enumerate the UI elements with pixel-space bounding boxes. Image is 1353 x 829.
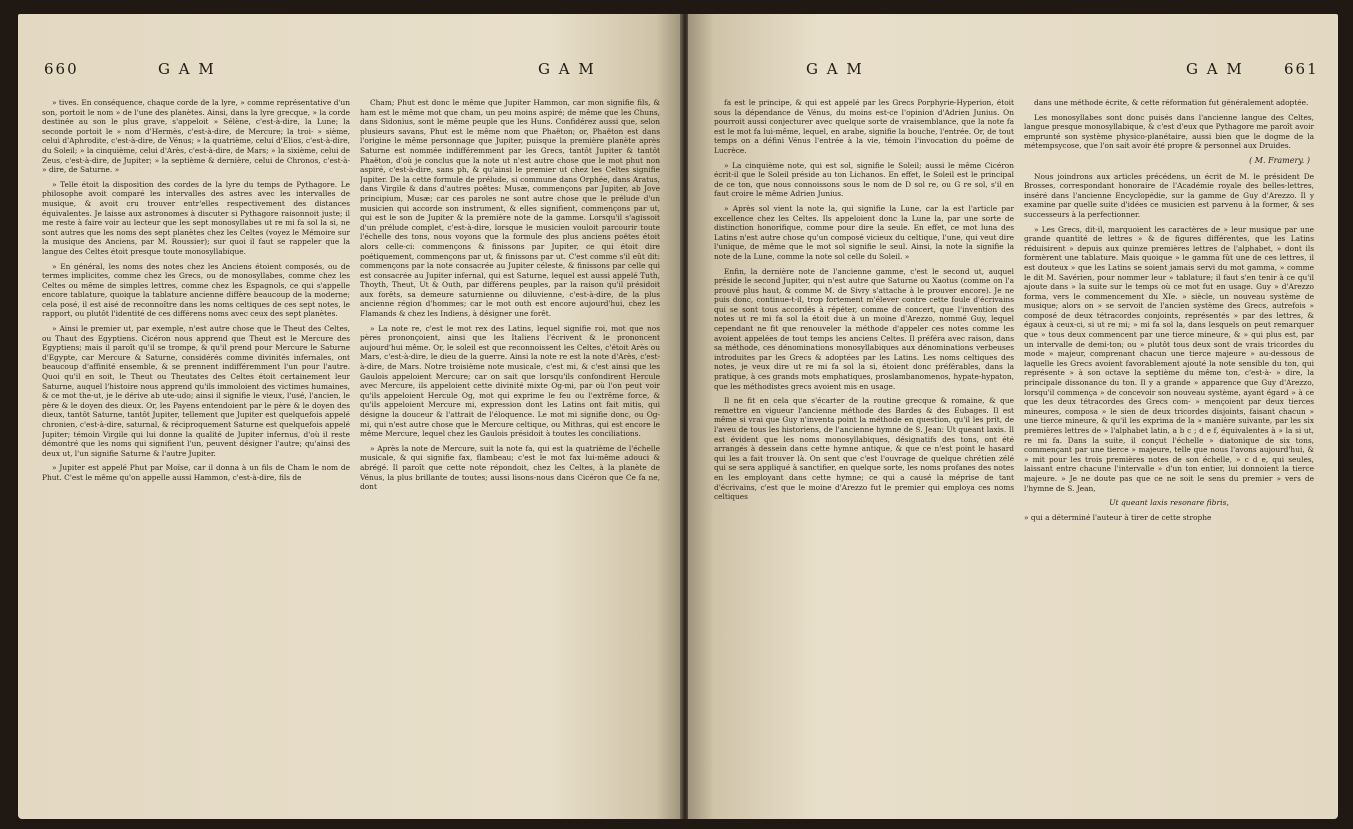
left-page-number: 660 [44,60,79,78]
right-page-number: 661 [1284,60,1319,78]
paragraph: » En général, les noms des notes chez les Anciens étoient composés, ou de termes implicites, comme chez les Grecs, ou de monosyllabes, comme chez les Celtes ou même de simples lettres, comme chez les Espagnols, ce qui s'appelle encore tablature, quoique la tablature ancienne diffère beaucoup de la moderne; cela posé, il est aisé de reconnoître dans les noms celtiques de ces sept notes, le rapport, ou plutôt l'identité de ces différens noms avec ceux des sept planètes. [42,261,350,319]
right-header-left: G A M [806,60,864,78]
left-header-left: G A M [158,60,216,78]
paragraph: » qui a déterminé l'auteur à tirer de cette strophe [1024,512,1212,522]
left-page [18,14,682,819]
paragraph: » Ainsi le premier ut, par exemple, n'est autre chose que le Theut des Celtes, ou Thaut des Egyptiens. Cicéron nous apprend que Theut est le Mercure des Egyptiens; mais il paroît qu'il se trompe, & qu'il prend pour Mercure le Saturne d'Egypte, car Mercure & Saturne, considérés comme divinités infernales, ont beaucoup d'affinité ensemble, & se prennent indifféremment l'un pour l'autre. Quoi qu'il en soit, le Theut ou Theutates des Celtes étoit certainement leur Saturne, auquel l'histoire nous apprend qu'ils immoloient des victimes humaines, & ce mot the-ut, je le dérive ab ute-udo; ainsi il signifie le vieux, l'usé, l'ancien, le père & le doyen des dieux. Or, les Payens entendoient par le père & le doyen des dieux, tantôt Saturne, tantôt Jupiter, tellement que Jupiter est quelquefois appelé chronien, c'est-à-dire, saturnal, & réciproquement Saturne est quelquefois appelé Jupiter; témoin Virgile qui lui donne la qualité de Jupiter infernus, d'où il reste démontré que les noms qui signifient l'un, peuvent désigner l'autre; qu'ainsi des deux ut, l'un signifie Saturne & l'autre Jupiter. [42,324,350,458]
paragraph: Les monosyllabes sont donc puisés dans l'ancienne langue des Celtes, langue presque monosyllabique, & c'est d'eux que Pythagore me paroît avoir emprunté son système physico-planétaire, aussi bien que le dogme de la métempsycose, que l'on sait avoir été propre & personnel aux Druides. [1024,112,1314,151]
right-column-2 [1024,98,1314,808]
paragraph: dans une méthode écrite, & cette réformation fut généralement adoptée. [1034,98,1309,107]
paragraph: » La note re, c'est le mot rex des Latins, lequel signifie roi, mot que nos pères prononçoient, ainsi que les Italiens l'écrivent & le prononcent aujourd'hui même. Or, le soleil est que reconnoissent les Celtes, c'étoit Arès ou Mars, c'est-à-dire, le dieu de la guerre. Ainsi la note re est la note d'Arès, c'est-à-dire, de Mars. Notre troisième note musicale, c'est mi, & c'est ainsi que les Gaulois appeloient Mercure; car on sait que lorsqu'ils confondirent Hercule avec Mercure, ils appeloient cette divinité mixte Og-mi, par où l'on peut voir qu'ils appeloient Hercule Og, mot qui exprime le feu ou l'extrême force, & qu'ils appeloient Mercure mi, expression dont les Latins ont fait mitis, qui désigne la douceur & l'attrait de l'éloquence. Le mot mi signifie donc, ou Og-mi, qui n'est autre chose que le Mercure celtique, ou Mithras, qui est encore le même Mercure, lequel chez les Gaulois présidoit à toutes les conciliations. [360,323,660,439]
paragraph: » Les Grecs, dit-il, marquoient les caractères de » leur musique par une grande quantité de lettres » & de figures différentes, que les Latins réduisirent » depuis aux quinze premières lettres de l'alphabet, » dont ils formèrent une tablature. Mais quoique » le gamma fût une de ces lettres, il est douteux » que les Latins se soient jamais servi du mot gamma, » comme le dit M. Savérien, pour nommer leur » tablature; il faut s'en tenir à ce qu'il ajoute dans » la suite sur le temps où ce mot fut en usage. Guy » d'Arezzo forma, vers le commencement du XIe. » siècle, un nouveau système de musique; alors on » se servoit de l'ancien système des Grecs, autrefois » composé de deux tétracordes conjoints, représentés » par des lettres, & égaux à ceux-ci, si ut re mi; » mi fa sol la, dans lesquels on peut remarquer que » tous deux commencent par une tierce mineure, & » qui plus est, par un intervalle de demi-ton; ou » plutôt tous deux sont de vrais tricordes du mode » majeur, comprenant chacun une tierce majeure » au-dessous de laquelle les Grecs avoient favorablement ajouté la note sensible du ton, qui représente » à son octave la septième du même ton, c'est-à- » dire, la principale dissonance du ton. Il y a grande » apparence que Guy d'Arezzo, lorsqu'il commença » de concevoir son nouveau système, ayant égard » à ce que les deux tétracordes des Grecs com- » mençoient par deux tierces mineures, composa » le sien de deux tricordes disjoints, faisant chacun » une tierce mineure, & qu'il les exprima de la » manière suivante, par les six premières lettres de » l'alphabet latin, a b c ; d e f, équivalentes à » la si ut, re mi fa. Dans la suite, il conçut l'échelle » diatonique de six tons, commençant par une tierce » majeure, telle que nous l'avons aujourd'hui, & » mit pour les trois premières notes de son échelle, » c d e, qui seules, laissant entre chacune l'intervalle » d'un ton entier, lui donnoient la tierce majeure. » Je ne doute pas que ce ne soit le sens du premier » vers de l'hymne de S. Jean, [1024,224,1314,493]
paragraph: » Jupiter est appelé Phut par Moïse, car il donna à un fils de Cham le nom de Phut. C'est le même qu'on appelle aussi Hammon, c'est-à-dire, fils de [42,463,350,482]
paragraph: » Après la note de Mercure, suit la note fa, qui est la quatrième de l'échelle musicale, & qui signifie fax, flambeau; c'est le mot fax lui-même adouci & abrégé. Il paroît que cette note répondoit, chez les Celtes, à la planète de Vénus, la plus brillante de toutes; aussi lisons-nous dans Cicéron que Ce fa ne, dont [360,443,660,492]
hymn-verse: Ut queant laxis resonare fibris, [1109,498,1229,508]
paragraph: » Après sol vient la note la, qui signifie la Lune, car la est l'article par excellence chez les Celtes. Ils appeloient donc la Lune la, par une sorte de distinction honorifique, comme pour dire la seule. En effet, ce mot luna des Latins n'est autre chose qu'un composé vicieux du celtique, l'une, qui veut dire l'unique, de même que le mot sol signifie le seul. Ainsi, la note la signifie la note de la Lune, comme la note sol celle du Soleil. » [714,203,1014,261]
right-column-1 [714,98,1014,808]
left-header-right: G A M [538,60,596,78]
paragraph: fa est le principe, & qui est appelé par les Grecs Porphyrie-Hyperion, étoit sous la dépendance de Vénus, du moins est-ce l'opinion d'Adrien Junius. On pourroit aussi conjecturer avec quelque sorte de vraisemblance, que la note fa est le mot fa lui-même, lequel, en arabe, signifie la bouche, l'entrée. Or, de tout temps on a défini Vénus l'entrée à la vie, témoin l'invocation du poëme de Lucrèce. [714,98,1014,155]
right-page [688,14,1338,819]
paragraph: Il ne fit en cela que s'écarter de la routine grecque & romaine, & que remettre en vigueur l'ancienne méthode des Bardes & des Eubages. Il est même si vrai que Guy n'inventa point la méthode en question, qu'il les prit, de l'aveu de tous les historiens, de l'ancienne hymne de S. Jean: Ut queant laxis. Il est évident que les noms monosyllabiques, désignatifs des tons, ont été arrangés à dessein dans cette hymne antique, & que ce n'est point le hasard qui les a fait trouver là. On sent que c'est l'ouvrage de quelque chrétien zélé qui se sera appliqué à sanctifier, en quelque sorte, les noms profanes des notes en les employant dans cette hymne; ce qui a causé la méprise de tant d'écrivains, c'est que le moine d'Arezzo fut le premier qui employa ces noms celtiques [714,396,1014,502]
left-column-1 [42,98,350,808]
paragraph: » La cinquième note, qui est sol, signifie le Soleil; aussi le même Cicéron écrit-il que le Soleil préside au ton Lichanos. En effet, le Soleil est le principal de ce ton, que nous connoissons sous le nom de D sol re, ou G re sol, s'il en faut croire le même Adrien Junius. [714,160,1014,199]
author-signature: ( M. Framery. ) [1249,155,1310,165]
paragraph: » tives. En conséquence, chaque corde de la lyre, » comme représentative d'un son, portoit le nom » de l'une des planètes. Ainsi, dans la lyre grecque, » la corde destinée au son le plus grave, s'appeloit » Sélène, c'est-à-dire, la Lune; la seconde portoit le » nom d'Hermès, c'est-à-dire, de Mercure; la troi- » sième, celui d'Aphrodite, c'est-à-dire, de Vénus; » la quatrième, celui d'Elios, c'est-à-dire, du Soleil; » la cinquième, celui d'Arès, c'est-à-dire, de Mars; » la sixième, celui de Zeus, c'est-à-dire, de Jupiter; » la septième & dernière, celui de Chronos, c'est-à- » dire, de Saturne. » [42,98,350,175]
paragraph: » Telle étoit la disposition des cordes de la lyre du temps de Pythagore. Le philosophe avoit comparé les intervalles des astres avec les intervalles de musique, & avoit cru trouver entr'elles respectivement des distances équivalentes. Je laisse aux astronomes à discuter si Pythagore raisonnoit juste; il me reste à faire voir au lecteur que les sept monosyllabes ut re mi fa sol la si, ne sont autres que les noms des sept planètes chez les Celtes (voyez le Mémoire sur la musique des Anciens, par M. Roussier); sur quoi il faut se rappeler que la langue des Celtes étoit presque toute monosyllabique. [42,179,350,256]
right-header-right: G A M [1186,60,1244,78]
paragraph: Nous joindrons aux articles précédens, un écrit de M. le président De Brosses, correspondant honoraire de l'Académie royale des belles-lettres, inséré dans l'ancienne Encyclopédie, sur la gamme de Guy d'Arezzo. Il y examine par quelle suite d'idées ce musicien est parvenu à la former, & ses successeurs à la perfectionner. [1024,171,1314,219]
paragraph: Cham; Phut est donc le même que Jupiter Hammon, car mon signifie fils, & ham est le même mot que cham, un peu moins aspiré; de même que les Chuns, dans Sidonius, sont le même peuple que les Huns. Confidérez aussi que, selon plusieurs savans, Phut est le même nom que Phaëton; or, Phaëton est dans l'origine le même personnage que Jupiter, puisque la première planète après Saturne est nommée indifféremment par les Grecs, tantôt Jupiter & tantôt Phaëton, d'où je conclus que la note ut n'est autre chose que le mot phut non aspiré, c'est-à-dire, sans ph, & qu'ainsi le premier ut chez les Celtes signifie Jupiter. De la cette formule de prélude, si commune dans Orphée, dans Aratus, dans Virgile & dans d'autres poëtes: Musæ, commençons par Jupiter, ab Jove principium, Musæ; car ces paroles ne sont autre chose que le prélude d'un musicien qui accorde son instrument, & elles signifient, commençons par ut, qui est le son de Jupiter & la première note de la gamme. Lorsqu'il s'agissoit d'un prélude complet, c'est-à-dire, lorsque le musicien vouloit parcourir toute l'échelle des tons, nous voyons que la formule des plus anciens poëtes étoit alors celle-ci: commençons & finissons par Jupiter, ce qui étoit dire poétiquement, commençons par ut, & finissons par ut. C'est comme s'il eût dit: commençons par la note consacrée au Jupiter céleste, & finissons par celle qui est consacrée au Jupiter infernal, qui est Saturne, lequel est aussi appelé Tuth, Thoyth, Theut, Ut & Outh, par différens peuples, par la raison qu'il présidoit aux forêts, sa demeure saturnienne ou diluvienne, c'est-à-dire, de la plus ancienne région d'hommes; car le mot outh est encore aujourd'hui, chez les Flamands & chez les Indiens, à désigner une forêt. [360,98,660,319]
paragraph: Enfin, la dernière note de l'ancienne gamme, c'est le second ut, auquel préside le second Jupiter, qui n'est autre que Saturne ou Xaotus (comme on l'a prouvé plus haut, & comme M. de Sivry s'attache à le prouver encore). Je ne puis donc, continue-t-il, trop fortement m'élever contre cette foule d'écrivains qui se sont tous accordés à répéter, comme de concert, que l'invention des notes ut re mi fa sol la étoit due à un moine d'Arezzo, nommé Guy, lequel cependant ne fit que renouveler la méthode d'appeler ces notes comme les avoient appelées de tout temps les anciens Celtes. Il préféra avec raison, dans sa méthode, ces dénominations monosyllabiques aux dénominations verbeuses introduites par les Grecs & adoptées par les Latins. Les noms celtiques des notes, je veux dire ut re mi fa sol la si, étoient donc préférables, dans la pratique, à ces grands mots emphatiques, proslambanomenos, hypate-hypaton, que les méthodistes grecs avoient mis en usage. [714,266,1014,391]
left-column-2 [360,98,660,808]
